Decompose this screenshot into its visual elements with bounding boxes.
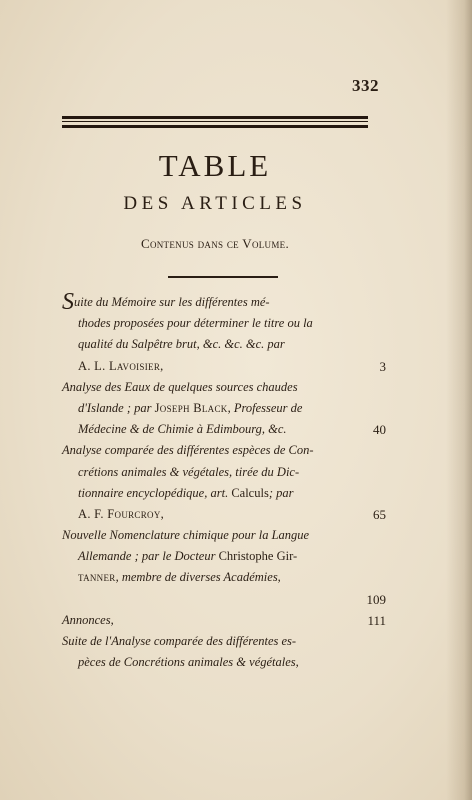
author-name: tanner: [78, 570, 116, 585]
header-rule-thick-top: [62, 116, 368, 119]
toc-line: thodes proposées pour déterminer le titre ou la: [78, 316, 313, 331]
page-gutter-shadow: [446, 0, 472, 800]
toc-line: crétions animales & végétales, tirée du Dic-: [78, 464, 300, 479]
page-reference: 65: [373, 506, 386, 522]
author-name: A. L. Lavoisier,: [78, 358, 164, 373]
toc-line: [62, 289, 388, 315]
toc-line: Analyse comparée des différentes espèces de Con-: [62, 443, 314, 458]
header-rule-thin: [62, 121, 368, 122]
toc-line: Nouvelle Nomenclature chimique pour la Langue: [62, 528, 310, 543]
toc-text: uite du Mémoire sur les différentes mé-: [74, 295, 270, 309]
toc-line: [62, 419, 388, 440]
toc-text: , Professeur de: [227, 400, 303, 415]
table-of-contents: [62, 289, 388, 673]
toc-line: [62, 483, 388, 504]
drop-initial: S: [62, 289, 74, 315]
header-rule-thick-bottom: [62, 125, 368, 128]
author-name: Christophe Gir-: [218, 549, 298, 564]
toc-line: qualité du Salpêtre brut, &c. &c. &c. par: [78, 337, 285, 352]
toc-line: [62, 546, 388, 567]
toc-line: Analyse des Eaux de quelques sources chaudes: [62, 379, 298, 394]
toc-entry-annonces: [62, 610, 388, 631]
toc-entry-fourcroy: [62, 440, 388, 525]
toc-line: [62, 567, 388, 588]
toc-line: [62, 610, 388, 631]
article-term: Calculs: [231, 485, 269, 500]
toc-text: Allemande ; par le Docteur: [78, 549, 219, 564]
page-subsubtitle: Contenus dans ce Volume.: [140, 236, 290, 251]
toc-entry-black: [62, 377, 388, 441]
divider-rule: [168, 276, 278, 278]
toc-line: [62, 398, 388, 419]
toc-text: tionnaire encyclopédique, art.: [78, 485, 232, 500]
page-reference: 40: [373, 422, 386, 438]
toc-entry-girtanner: [62, 525, 388, 610]
toc-text: , membre de diverses Académies,: [115, 570, 281, 585]
toc-text: d'Islande ; par: [78, 400, 155, 415]
page-reference: 109: [366, 591, 386, 607]
page-reference: 3: [379, 358, 386, 374]
toc-entry-suite-analyse: [62, 631, 388, 673]
toc-line: [62, 504, 388, 525]
toc-line: [62, 356, 388, 377]
toc-text: ; par: [268, 485, 294, 500]
toc-entry-lavoisier: [62, 289, 388, 377]
page-reference: 111: [367, 612, 386, 628]
toc-line: pèces de Concrétions animales & végétales,: [78, 655, 299, 670]
toc-text: Médecine & de Chimie à Edimbourg, &c.: [78, 422, 287, 437]
page-subtitle: DES ARTICLES: [123, 193, 307, 214]
toc-line: Suite de l'Analyse comparée des différentes es-: [62, 634, 297, 648]
author-name: A. F. Fourcroy,: [78, 506, 165, 521]
page-title: TABLE: [158, 148, 272, 183]
author-name: Joseph Black: [154, 400, 228, 415]
page-number: 332: [352, 76, 379, 95]
toc-text: Annonces,: [62, 612, 114, 627]
